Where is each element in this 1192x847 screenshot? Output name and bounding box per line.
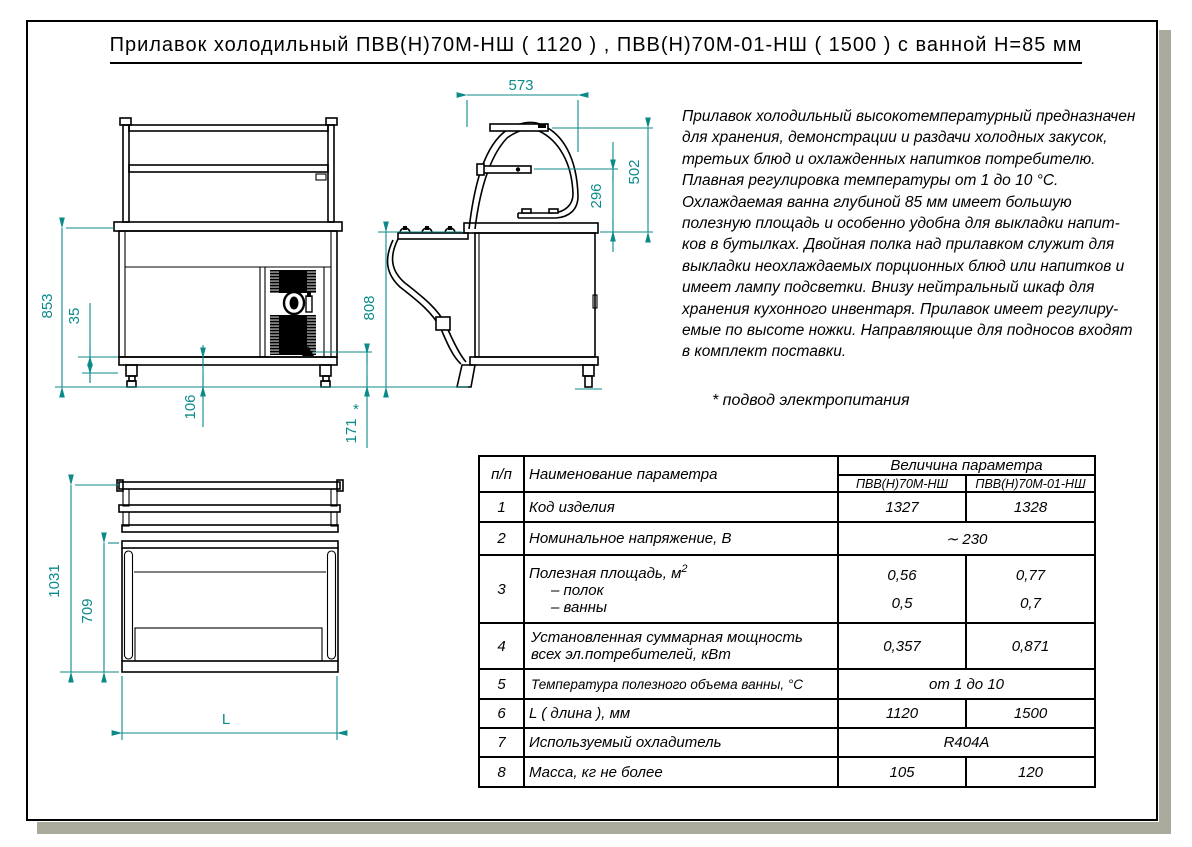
power-supply-note: * подвод электропитания [712, 392, 910, 409]
description-line: для хранения, демонстрации и раздачи холодных закусок, [682, 129, 1108, 147]
description-line: Охлаждаемая ванна глубиной 85 мм имеет большую [682, 193, 1072, 211]
dimension-296: 296 [588, 183, 605, 209]
row-name: Установленная суммарная мощность всех эл.потребителей, кВт [524, 623, 838, 669]
side-view [388, 122, 598, 387]
front-view [114, 118, 342, 387]
dimension-106: 106 [182, 394, 199, 420]
dimension-808: 808 [361, 295, 378, 321]
dimension-35: 35 [66, 307, 83, 325]
description-line: емые по высоте ножки. Направляющие для подносов входят [682, 322, 1133, 340]
row-value-2: 1328 [966, 492, 1095, 522]
row-value-merged: R404A [838, 728, 1095, 757]
dimension-1031: 1031 [46, 564, 63, 598]
row-value-1: 0,56 0,5 [838, 555, 966, 623]
row-value-2: 0,871 [966, 623, 1095, 669]
table-row [479, 669, 1095, 699]
row-value-1: 1327 [838, 492, 966, 522]
row-value-1: 0,357 [838, 623, 966, 669]
row-subname: – ванны [551, 598, 607, 616]
product-description [682, 106, 1160, 363]
row-value-2: 120 [966, 757, 1095, 787]
rear-view [117, 480, 343, 672]
header-model-1: ПВВ(Н)70М-НШ [838, 475, 966, 492]
row-num: 6 [479, 699, 524, 728]
row-value-2: 0,77 0,7 [966, 555, 1095, 623]
row-num: 4 [479, 623, 524, 669]
header-model-2: ПВВ(Н)70М-01-НШ [966, 475, 1095, 492]
row-name: Используемый охладитель [524, 728, 838, 757]
table-row [479, 757, 1095, 787]
dimension-709: 709 [79, 598, 96, 624]
header-num: п/п [479, 456, 524, 492]
description-line: имеет лампу подсветки. Внизу нейтральный шкаф для [682, 279, 1095, 297]
row-value-merged: от 1 до 10 [838, 669, 1095, 699]
row-num: 1 [479, 492, 524, 522]
row-value-merged: ∼ 230 [838, 522, 1095, 555]
header-value-group: Величина параметра [838, 456, 1095, 475]
row-name: Код изделия [524, 492, 838, 522]
description-line: в комплект поставки. [682, 343, 847, 361]
parameters-table [478, 455, 1096, 788]
table-row [479, 492, 1095, 522]
row-num: 3 [479, 555, 524, 623]
dimension-573: 573 [508, 77, 534, 94]
dimension-853: 853 [39, 293, 56, 319]
row-name: L ( длина ), мм [524, 699, 838, 728]
table-row [479, 623, 1095, 669]
row-value-2: 1500 [966, 699, 1095, 728]
row-name: Полезная площадь, $м^2$ – полок – ванны [524, 555, 838, 623]
description-line: выкладки неохлаждаемых порционных блюд или напитков и [682, 257, 1125, 275]
row-name: Номинальное напряжение, В [524, 522, 838, 555]
row-value-1: 105 [838, 757, 966, 787]
row-name: Температура полезного объема ванны, °С [524, 669, 838, 699]
table-row [479, 555, 1095, 623]
header-name: Наименование параметра [524, 456, 838, 492]
dimension-171: 171 [343, 418, 360, 444]
table-row [479, 728, 1095, 757]
row-num: 7 [479, 728, 524, 757]
description-line: полезную площадь и особенно удобна для выкладки напит- [682, 215, 1120, 233]
table-row [479, 699, 1095, 728]
description-line: ков в бутылках. Двойная полка над прилавком служит для [682, 236, 1115, 254]
description-line: третьих блюд и охлажденных напитков потребителю. [682, 150, 1096, 168]
row-name: Масса, кг не более [524, 757, 838, 787]
dimension-502: 502 [626, 159, 643, 185]
row-num: 2 [479, 522, 524, 555]
description-line: Плавная регулировка температуры от 1 до 10 °С. [682, 172, 1059, 190]
row-value-1: 1120 [838, 699, 966, 728]
dimension-L: L [221, 711, 231, 728]
drawing-title: Прилавок холодильный ПВВ(Н)70М-НШ ( 1120 ) , ПВВ(Н)70М-01-НШ ( 1500 ) с ванной Н=85 мм [110, 34, 1083, 64]
row-subname: – полок [551, 581, 604, 599]
description-line: Прилавок холодильный высокотемпературный предназначен [682, 108, 1136, 125]
dimension-171-star: * [353, 401, 359, 418]
row-num: 8 [479, 757, 524, 787]
description-line: хранения кухонного инвентаря. Прилавок имеет регулиру- [682, 300, 1119, 318]
row-num: 5 [479, 669, 524, 699]
table-row [479, 522, 1095, 555]
